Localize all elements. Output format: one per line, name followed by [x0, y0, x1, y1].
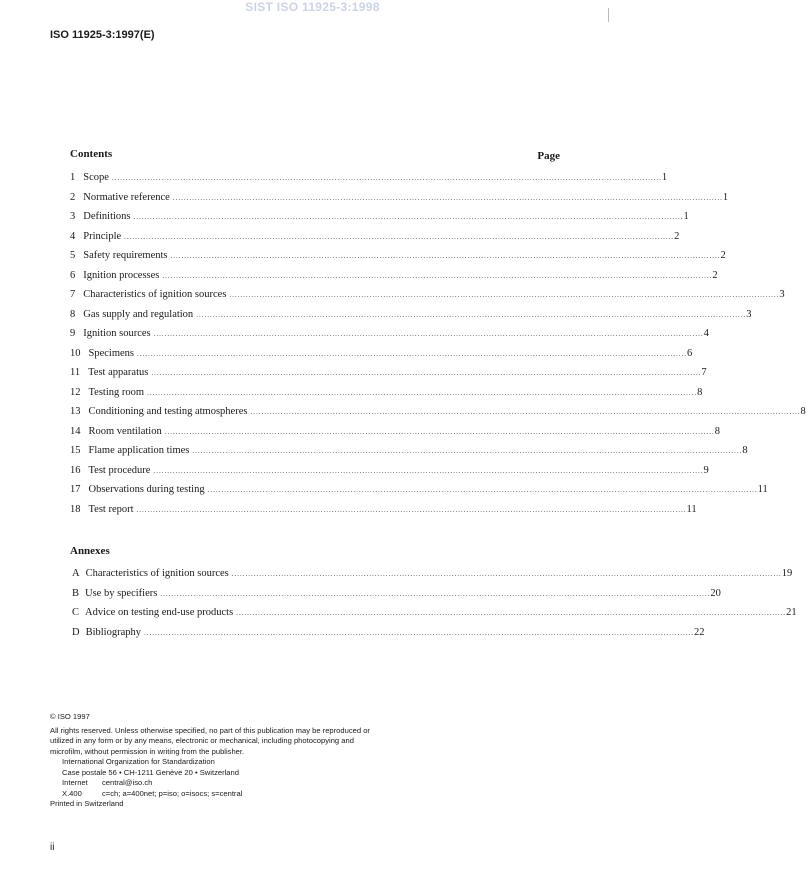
toc-entry-title: Test procedure: [88, 464, 151, 476]
toc-entry-page: 8: [714, 425, 720, 437]
toc-entry-page: 6: [687, 347, 693, 359]
toc-entry-number: 18: [70, 503, 81, 515]
toc-leader-dots: ........................................................................................................................................................................................................: [151, 369, 702, 377]
toc-entry-title: Safety requirements: [83, 250, 168, 261]
toc-entry-page: 21: [786, 607, 797, 618]
toc-entry-number: B: [72, 587, 80, 599]
rights-line: utilized in any form or by any means, electronic or mechanical, including photocopying and: [50, 736, 354, 745]
toc-leader-dots: ........................................................................................................................................................................................................: [164, 427, 715, 436]
toc-entry: [70, 308, 752, 329]
toc-entry-number: 9: [70, 328, 76, 339]
toc-entry-page: 1: [683, 211, 689, 222]
toc-entry-title: Bibliography: [85, 626, 142, 638]
toc-entry-number: 4: [70, 230, 76, 242]
rights-line: microfilm, without permission in writing from the publisher.: [50, 746, 245, 756]
internet-line: [62, 778, 430, 789]
toc-entry: [70, 269, 718, 290]
toc-entry-page: 8: [742, 445, 748, 456]
toc-entry-page: 20: [710, 587, 721, 599]
toc-entry: [70, 328, 709, 348]
postal-address: Case postale 56 • CH-1211 Genève 20 • Switzerland: [62, 767, 239, 777]
toc-entry-page: 11: [686, 503, 697, 515]
toc-entry: [70, 172, 668, 192]
x400-label: X.400: [62, 788, 82, 798]
toc-leader-dots: ........................................................................................................................................................................................................: [133, 213, 684, 221]
toc-leader-dots: ........................................................................................................................................................................................................: [250, 408, 801, 416]
toc-entry-title: Gas supply and regulation: [83, 308, 194, 320]
page-column-label: Page: [537, 150, 560, 162]
toc-leader-dots: ........................................................................................................................................................................................................: [192, 447, 743, 455]
toc-entry-number: 10: [70, 347, 81, 359]
x400-line: [62, 789, 430, 800]
toc-leader-dots: ........................................................................................................................................................................................................: [236, 609, 787, 617]
toc-leader-dots: ........................................................................................................................................................................................................: [153, 466, 704, 475]
toc-entry-number: 14: [70, 425, 81, 437]
toc-entry-number: A: [72, 568, 80, 579]
toc-entry: [70, 568, 793, 588]
toc-entry-number: 1: [70, 172, 76, 183]
copyright-block: [50, 712, 430, 810]
toc-leader-dots: ........................................................................................................................................................................................................: [160, 589, 711, 598]
toc-entry: [70, 406, 806, 426]
toc-entry-page: 11: [757, 484, 768, 495]
annexes-list: [70, 568, 797, 646]
edge-mark: [608, 8, 609, 22]
toc-entry-number: 8: [70, 308, 76, 320]
printed-in: Printed in Switzerland: [50, 799, 124, 808]
toc-entry-page: 3: [746, 308, 752, 320]
annexes-heading: Annexes: [70, 545, 110, 557]
toc-entry-number: 13: [70, 406, 81, 417]
organization-address: [50, 757, 430, 799]
toc-entry-page: 1: [661, 172, 668, 183]
toc-entry-page: 2: [720, 250, 726, 261]
copyright-notice: © ISO 1997: [50, 712, 90, 721]
toc-entry-title: Use by specifiers: [85, 587, 158, 599]
toc-entry: [70, 367, 707, 387]
toc-leader-dots: ........................................................................................................................................................................................................: [172, 193, 723, 202]
toc-entry: [70, 289, 785, 309]
toc-entry: [70, 250, 726, 270]
toc-leader-dots: ........................................................................................................................................................................................................: [170, 252, 721, 260]
toc-entry-number: 17: [70, 484, 81, 495]
toc-entry-title: Normative reference: [83, 191, 170, 203]
toc-entry: [70, 464, 709, 485]
toc-entry-page: 8: [800, 406, 806, 417]
toc-entry-number: 16: [70, 464, 81, 476]
contents-list: [70, 172, 806, 523]
toc-entry: [70, 587, 721, 608]
internet-label: Internet: [62, 778, 88, 787]
toc-entry-number: 3: [70, 211, 76, 222]
toc-leader-dots: ........................................................................................................................................................................................................: [153, 330, 704, 338]
toc-leader-dots: ........................................................................................................................................................................................................: [111, 174, 662, 182]
toc-entry-title: Specimens: [88, 347, 134, 359]
toc-entry: [70, 230, 680, 251]
toc-entry-number: D: [72, 626, 80, 638]
toc-entry-page: 19: [781, 568, 793, 579]
watermark-text: SIST ISO 11925-3:1998: [245, 0, 380, 14]
toc-entry: [70, 347, 693, 368]
toc-entry-title: Ignition processes: [83, 269, 160, 281]
toc-entry-title: Definitions: [83, 211, 131, 222]
toc-entry-page: 7: [701, 367, 707, 378]
contents-heading: [70, 148, 560, 160]
toc-entry-page: 9: [703, 464, 709, 476]
toc-leader-dots: ........................................................................................................................................................................................................: [231, 570, 782, 578]
toc-entry: [70, 626, 705, 647]
toc-entry-title: Principle: [83, 230, 122, 242]
toc-leader-dots: ........................................................................................................................................................................................................: [136, 505, 687, 514]
toc-leader-dots: ........................................................................................................................................................................................................: [144, 628, 695, 637]
toc-entry-page: 3: [779, 289, 785, 300]
toc-entry-number: 2: [70, 191, 76, 203]
toc-entry: [70, 503, 697, 524]
toc-entry-page: 2: [712, 269, 718, 281]
toc-leader-dots: ........................................................................................................................................................................................................: [137, 349, 687, 358]
toc-entry: [70, 191, 729, 212]
toc-entry-number: 7: [70, 289, 76, 300]
toc-entry-title: Conditioning and testing atmospheres: [88, 406, 248, 417]
toc-entry-title: Room ventilation: [88, 425, 162, 437]
toc-entry-title: Characteristics of ignition sources: [85, 568, 229, 579]
toc-entry-title: Test apparatus: [88, 367, 149, 378]
toc-entry: [70, 484, 768, 504]
toc-entry: [70, 445, 748, 465]
toc-entry: [70, 211, 689, 231]
toc-entry-title: Characteristics of ignition sources: [83, 289, 227, 300]
rights-line: All rights reserved. Unless otherwise specified, no part of this publication may be reproduced or: [50, 725, 370, 735]
toc-entry-page: 4: [703, 328, 709, 339]
organization-name: International Organization for Standardization: [62, 757, 215, 766]
toc-entry-title: Test report: [88, 503, 134, 515]
toc-entry-number: 6: [70, 269, 76, 281]
document-id: ISO 11925-3:1997(E): [50, 29, 155, 41]
toc-entry-number: 15: [70, 445, 81, 456]
x400-address: c=ch; a=400net; p=iso; o=isocs; s=central: [102, 788, 243, 798]
toc-entry-number: 12: [70, 386, 81, 398]
internet-address: central@iso.ch: [102, 778, 153, 787]
toc-entry-number: C: [72, 607, 80, 618]
toc-entry-title: Advice on testing end-use products: [85, 607, 234, 618]
toc-entry-number: 11: [70, 367, 81, 378]
toc-entry-title: Testing room: [88, 386, 145, 398]
toc-leader-dots: ........................................................................................................................................................................................................: [207, 486, 758, 494]
toc-entry: [70, 607, 797, 627]
toc-leader-dots: ........................................................................................................................................................................................................: [162, 271, 713, 280]
toc-leader-dots: ........................................................................................................................................................................................................: [229, 291, 780, 299]
toc-entry-page: 1: [722, 191, 729, 203]
toc-entry-number: 5: [70, 250, 76, 261]
page-number: ii: [50, 842, 55, 853]
toc-entry-page: 2: [674, 230, 680, 242]
toc-entry-title: Observations during testing: [88, 484, 205, 495]
toc-leader-dots: ........................................................................................................................................................................................................: [147, 388, 698, 397]
toc-entry: [70, 386, 703, 407]
toc-entry: [70, 425, 720, 446]
contents-title: Contents: [70, 148, 113, 160]
toc-entry-page: 8: [697, 386, 703, 398]
toc-entry-title: Flame application times: [88, 445, 190, 456]
toc-leader-dots: ........................................................................................................................................................................................................: [124, 232, 675, 241]
toc-entry-title: Ignition sources: [83, 328, 151, 339]
toc-entry-title: Scope: [83, 172, 109, 183]
toc-entry-page: 22: [694, 626, 705, 638]
toc-leader-dots: ........................................................................................................................................................................................................: [196, 310, 747, 319]
